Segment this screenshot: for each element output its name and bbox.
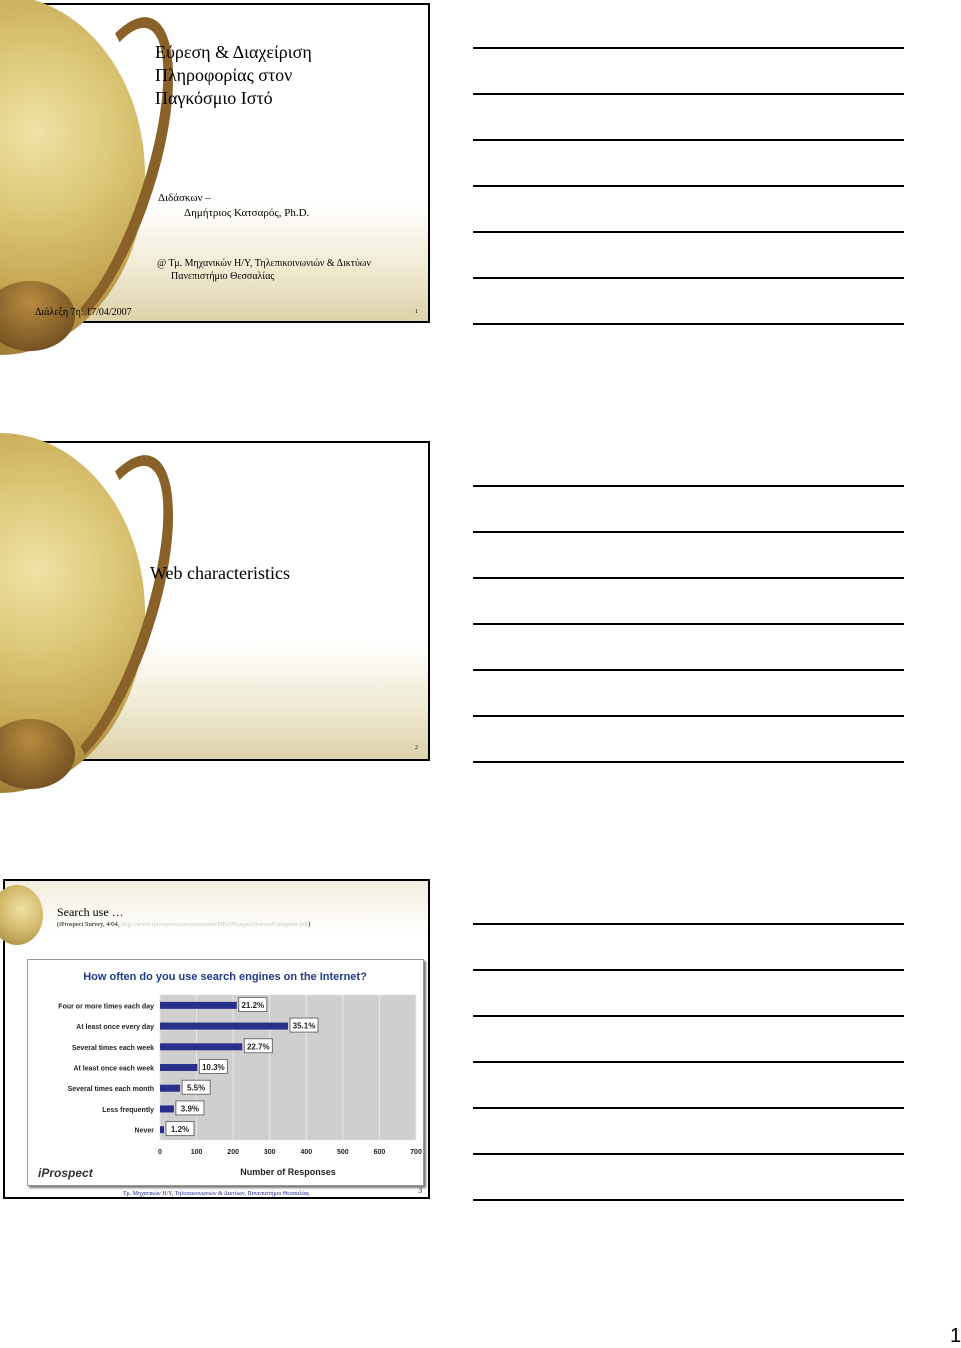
x-tick-label: 100 (190, 1149, 203, 1156)
note-line (473, 277, 904, 279)
title-line: Πληροφορίας στον (155, 65, 293, 85)
x-tick-label: 600 (373, 1149, 386, 1156)
university: Πανεπιστήμιο Θεσσαλίας (171, 271, 275, 282)
instructor (158, 191, 309, 221)
note-line (473, 485, 904, 487)
data-label: 21.2% (241, 1000, 265, 1010)
x-tick-label: 0 (158, 1149, 162, 1156)
y-category-label: Several times each week (71, 1044, 154, 1052)
data-label: 10.3% (201, 1063, 225, 1072)
bar (160, 1002, 237, 1009)
data-label: 1.2% (170, 1125, 190, 1135)
note-line (473, 623, 904, 625)
bar (160, 1105, 174, 1112)
y-category-label: At least once every day (76, 1024, 154, 1032)
title-line: Παγκόσμιο Ιστό (155, 88, 273, 108)
note-line (473, 1199, 904, 1201)
note-line (473, 715, 904, 717)
note-line (473, 185, 904, 187)
slide-number: 2 (415, 745, 418, 751)
y-category-label: At least once each week (73, 1065, 154, 1073)
bar (160, 1043, 242, 1050)
source-prefix: (iProspect Survey, 4/04, (57, 921, 120, 928)
y-category-label: Four or more times each day (58, 1003, 154, 1011)
slide-1 (3, 3, 430, 323)
source-suffix: ) (308, 921, 311, 928)
chart-svg (28, 960, 423, 1185)
source-link[interactable]: http://www.iprospect.com/premiumPDFs/iProspectSurveyComplete.pdf (119, 921, 309, 928)
x-tick-label: 700 (410, 1149, 422, 1156)
bar (160, 1023, 288, 1030)
note-line (473, 1015, 904, 1017)
note-line (473, 1107, 904, 1109)
x-tick-label: 200 (227, 1149, 239, 1156)
slide-1-title (155, 41, 312, 110)
note-line (473, 139, 904, 141)
note-line (473, 531, 904, 533)
department: @ Τμ. Μηχανικών Η/Υ, Τηλεπικοινωνιών & Δικτύων (157, 258, 371, 269)
x-tick-label: 500 (337, 1149, 349, 1156)
x-tick-label: 300 (263, 1149, 276, 1156)
data-label: 5.5% (186, 1083, 206, 1093)
slide-number: 1 (415, 309, 418, 315)
slide-3 (3, 879, 430, 1199)
note-line (473, 577, 904, 579)
bar (160, 1126, 164, 1133)
note-line (473, 669, 904, 671)
data-label: 3.9% (180, 1104, 200, 1114)
note-line (473, 1061, 904, 1063)
chart-title: How often do you use search engines on the Internet? (83, 971, 367, 983)
slide-3-source (57, 921, 310, 928)
note-line (473, 231, 904, 233)
slide-2 (3, 441, 430, 761)
x-tick-label: 400 (300, 1149, 313, 1156)
slide-3-title: Search use … (57, 905, 124, 919)
note-line (473, 969, 904, 971)
plot-area (160, 995, 416, 1140)
instructor-name: Δημήτριος Κατσαρός, Ph.D. (184, 207, 310, 219)
instructor-label: Διδάσκων – (158, 192, 211, 204)
y-category-label: Several times each month (67, 1086, 154, 1094)
y-category-label: Less frequently (102, 1106, 154, 1114)
slide-2-title: Web characteristics (150, 563, 290, 583)
slide-number: 3 (418, 1187, 422, 1195)
iprospect-logo: iProspect (38, 1166, 93, 1180)
data-label: 35.1% (292, 1021, 316, 1031)
note-line (473, 761, 904, 763)
slide-footer: Τμ. Μηχανικών Η/Υ, Τηλεπικοινωνιών & Δικτύων, Πανεπιστήμιο Θεσσαλίας (123, 1191, 310, 1197)
note-line (473, 923, 904, 925)
title-line: Εύρεση & Διαχείριση (155, 42, 312, 62)
data-label: 22.7% (246, 1042, 270, 1052)
search-use-chart (27, 959, 424, 1186)
bar (160, 1085, 180, 1092)
note-line (473, 1153, 904, 1155)
x-axis-label: Number of Responses (240, 1167, 336, 1177)
bar (160, 1064, 197, 1071)
lecture-date: Διάλεξη 7η: 17/04/2007 (35, 307, 132, 318)
note-line (473, 93, 904, 95)
note-line (473, 47, 904, 49)
affiliation (157, 257, 371, 283)
note-line (473, 323, 904, 325)
page-number: 1 (950, 1325, 961, 1347)
y-category-label: Never (134, 1127, 154, 1135)
